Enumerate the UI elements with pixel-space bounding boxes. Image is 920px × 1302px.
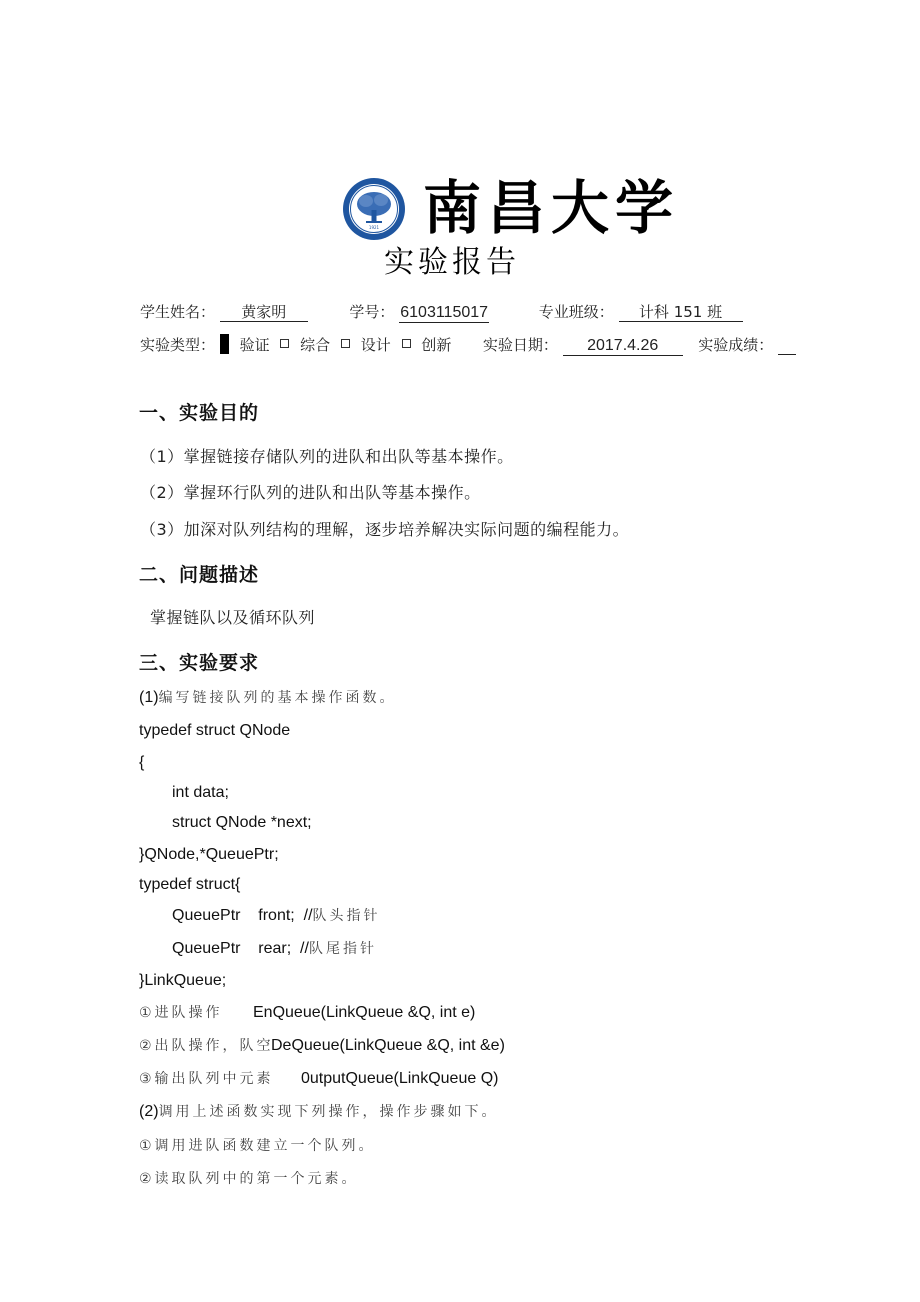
problem-description: 掌握链队以及循环队列 [150, 608, 316, 627]
class-label: 专业班级： [538, 303, 614, 321]
requirement-1: (1)编写链接队列的基本操作函数。 [139, 689, 397, 706]
code-line: QueuePtr front; //队头指针 [172, 907, 381, 924]
section-heading-requirements: 三、实验要求 [139, 652, 260, 674]
section-heading-purpose: 一、实验目的 [139, 402, 260, 424]
section-heading-problem: 二、问题描述 [139, 564, 260, 586]
step-item: ②读取队列中的第一个元素。 [139, 1171, 359, 1187]
experiment-info-line [140, 334, 796, 356]
code-line: typedef struct{ [139, 876, 241, 893]
student-name-value: 黄家明 [220, 303, 308, 322]
exp-type-verify: 验证 [239, 336, 270, 354]
checkbox-comprehensive[interactable] [280, 339, 289, 348]
operation-item: ③输出队列中元素 0utputQueue(LinkQueue Q) [139, 1070, 499, 1087]
grade-label: 实验成绩： [698, 336, 774, 354]
student-id-label: 学号： [349, 303, 395, 321]
exp-type-design: 设计 [360, 336, 391, 354]
code-line: }LinkQueue; [139, 972, 227, 989]
exp-type-label: 实验类型： [140, 336, 216, 354]
university-name: 南昌大学 [423, 174, 680, 242]
checked-box-icon[interactable] [220, 334, 229, 354]
code-line: QueuePtr rear; //队尾指针 [172, 940, 377, 957]
requirement-2: (2)调用上述函数实现下列操作，操作步骤如下。 [139, 1103, 499, 1120]
purpose-item: （1）掌握链接存储队列的进队和出队等基本操作。 [140, 447, 514, 466]
student-name-label: 学生姓名： [140, 303, 216, 321]
date-label: 实验日期： [482, 336, 558, 354]
student-id-value: 6103115017 [400, 304, 489, 321]
date-value: 2017.4.26 [563, 337, 683, 356]
report-title: 实验报告 [384, 245, 520, 280]
exp-type-comprehensive: 综合 [300, 336, 331, 354]
operation-item: ①进队操作 EnQueue(LinkQueue &Q, int e) [139, 1004, 476, 1021]
student-info-line [140, 301, 743, 323]
step-item: ①调用进队函数建立一个队列。 [139, 1138, 376, 1154]
code-line: }QNode,*QueuePtr; [139, 846, 279, 863]
university-seal-icon [342, 177, 406, 241]
exp-type-innovation: 创新 [421, 336, 452, 354]
checkbox-design[interactable] [341, 339, 350, 348]
code-line: struct QNode *next; [172, 814, 312, 831]
code-line: { [139, 754, 145, 771]
purpose-item: （3）加深对队列结构的理解，逐步培养解决实际问题的编程能力。 [140, 520, 630, 539]
svg-text:1921: 1921 [368, 225, 380, 230]
code-line: int data; [172, 784, 229, 801]
grade-value [778, 336, 796, 355]
class-value: 计科 151 班 [619, 303, 743, 322]
operation-item: ②出队操作，队空DeQueue(LinkQueue &Q, int &e) [139, 1037, 505, 1054]
purpose-item: （2）掌握环行队列的进队和出队等基本操作。 [140, 483, 481, 502]
code-line: typedef struct QNode [139, 722, 291, 739]
checkbox-innovation[interactable] [402, 339, 411, 348]
